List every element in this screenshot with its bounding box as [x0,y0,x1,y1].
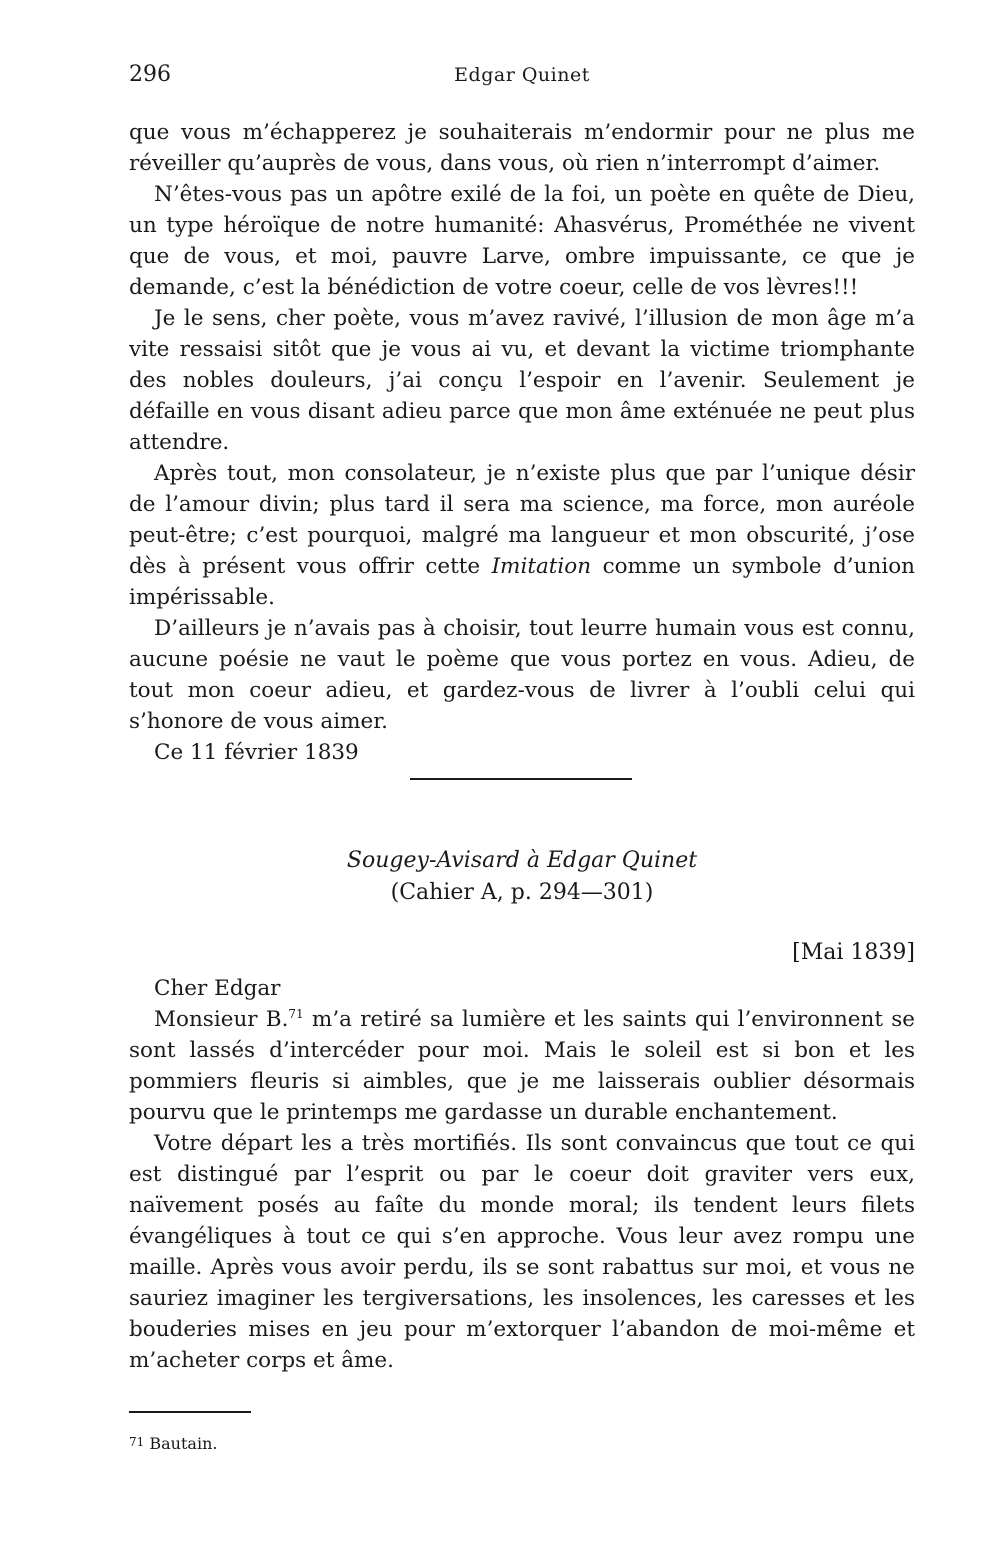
page-header [129,62,915,92]
paragraph [129,458,915,613]
text-run: Après tout, mon consolateur, je n’existe plus que par l’unique désir de l’amour divin; plus tard il sera ma science, ma force, mon auréole peut-être; c’est pourquoi, malgré ma langueur et mon obscurité, j’ose dès à présent vous offrir cette [129,461,915,579]
letter-heading [129,845,915,909]
paragraph [129,1004,915,1128]
footnote-reference[interactable]: 71 [288,1006,304,1021]
letter-title: Sougey-Avisard à Edgar Quinet [346,848,698,873]
paragraph: que vous m’échapperez je souhaiterais m’endormir pour ne plus me réveiller qu’auprès de vous, dans vous, où rien n’interrompt d’aimer. [129,120,915,176]
footnote-rule [129,1411,251,1413]
letter-date: Ce 11 février 1839 [154,740,359,765]
footnote-number: 71 [129,1435,145,1449]
page-number: 296 [129,62,171,87]
text-run: comme un symbole d’union impérissable. [129,554,915,610]
section-separator [410,778,632,780]
footnote-text: Bautain. [149,1434,218,1453]
footnote [129,1434,217,1453]
text-run: m’a retiré sa lumière et les saints qui l’environnent se sont lassés d’intercéder pour moi. Mais le soleil est si bon et les pommiers fleuris si aimbles, que je me laisserais oublier désormais pourvu que le printemps me gardasse un durable enchantement. [129,1007,915,1125]
paragraph: Je le sens, cher poète, vous m’avez ravivé, l’illusion de mon âge m’a vite ressaisi sitôt que je vous ai vu, et devant la victime triomphante des nobles douleurs, j’ai conçu l’espoir en l’avenir. Seulement je défaille en vous disant adieu parce que mon âme exténuée ne peut plus attendre. [129,306,915,455]
letter-2-date: [Mai 1839] [792,940,915,965]
paragraph: Votre départ les a très mortifiés. Ils sont convaincus que tout ce qui est distingué par l’esprit ou par le coeur doit graviter vers eux, naïvement posés au faîte du monde moral; ils tendent leurs filets évangéliques à tout ce qui s’en approche. Vous leur avez rompu une maille. Après vous avoir perdu, ils se sont rabattus sur moi, et vous ne sauriez imaginer les tergiversations, les insolences, les caresses et les bouderies mises en jeu pour m’extorquer l’abandon de moi-même et m’acheter corps et âme. [129,1131,915,1373]
text-run: Monsieur B. [154,1007,289,1032]
letter-2-body [129,973,915,1376]
paragraph: D’ailleurs je n’avais pas à choisir, tout leurre humain vous est connu, aucune poésie ne vaut le poème que vous portez en vous. Adieu, de tout mon coeur adieu, et gardez-vous de livrer à l’oubli celui qui s’honore de vous aimer. [129,616,915,734]
italic-title: Imitation [491,554,592,579]
letter-1-body [129,117,915,768]
paragraph: N’êtes-vous pas un apôtre exilé de la foi, un poète en quête de Dieu, un type héroïque de notre humanité: Ahasvérus, Prométhée ne vivent que de vous, et moi, pauvre Larve, ombre impuissante, ce que je demande, c’est la bénédiction de votre coeur, celle de vos lèvres!!! [129,182,915,300]
letter-source: (Cahier A, p. 294—301) [390,880,654,905]
salutation: Cher Edgar [154,976,281,1001]
running-head: Edgar Quinet [454,64,590,86]
